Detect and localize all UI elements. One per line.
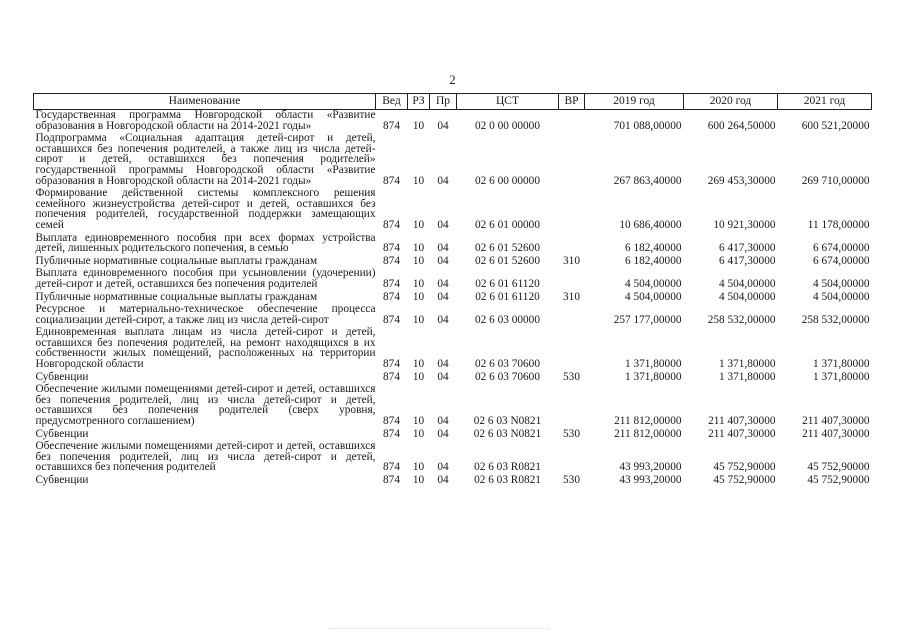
row-rz: 10 <box>412 313 425 326</box>
header-ved: Вед <box>376 94 408 110</box>
row-ved: 874 <box>383 174 400 187</box>
row-pr: 04 <box>437 290 449 303</box>
row-2020: 6 417,30000 <box>719 242 776 255</box>
row-ved: 874 <box>383 218 400 231</box>
row-rz: 10 <box>412 461 425 474</box>
row-2020: 211 407,30000 <box>708 415 776 428</box>
row-vr <box>559 382 585 426</box>
row-rz: 10 <box>412 290 425 303</box>
row-ved: 874 <box>383 358 400 371</box>
row-2019: 43 993,20000 <box>619 474 682 486</box>
table-row <box>34 254 872 267</box>
row-2020: 45 752,90000 <box>713 474 776 486</box>
row-rz: 10 <box>412 218 425 231</box>
row-2020: 269 453,30000 <box>707 174 776 187</box>
row-name: Ресурсное и материально-техническое обеспечение процесса социализации детей-сирот, а также лиц из числа детей-сирот <box>35 303 376 326</box>
row-cst: 02 6 03 70600 <box>475 370 540 383</box>
row-2019: 1 371,80000 <box>625 358 682 371</box>
row-ved: 874 <box>383 242 400 255</box>
table-row <box>34 110 872 132</box>
row-2021: 269 710,00000 <box>801 174 870 187</box>
row-name: Публичные нормативные социальные выплаты гражданам <box>35 254 318 267</box>
row-cst: 02 6 01 00000 <box>475 218 540 231</box>
row-2019: 10 686,40000 <box>619 218 682 231</box>
row-rz: 10 <box>412 254 425 267</box>
row-pr: 04 <box>437 415 449 428</box>
row-vr <box>559 231 585 254</box>
row-cst: 02 6 01 52600 <box>475 242 540 255</box>
row-2020: 258 532,00000 <box>707 313 776 326</box>
table-row <box>34 439 872 473</box>
row-pr: 04 <box>437 119 449 132</box>
row-2021: 11 178,00000 <box>807 218 870 231</box>
row-name: Обеспечение жилыми помещениями детей-сирот и детей, оставшихся без попечения родителей, лиц из числа детей-сирот и детей, оставшихся без попечения родителей <box>35 440 376 474</box>
row-pr: 04 <box>437 427 449 440</box>
row-name: Выплата единовременного пособия при всех формах устройства детей, лишенных родительского попечения, в семью <box>35 231 376 255</box>
row-2019: 6 182,40000 <box>625 242 682 255</box>
row-2021: 1 371,80000 <box>813 358 870 371</box>
row-rz: 10 <box>412 358 425 371</box>
row-vr <box>559 186 585 230</box>
table-row <box>34 266 872 289</box>
header-vr: ВР <box>559 94 585 110</box>
row-ved: 874 <box>383 313 400 326</box>
table-row <box>34 186 872 230</box>
row-cst: 02 6 00 00000 <box>475 174 540 187</box>
row-2020: 1 371,80000 <box>719 358 776 371</box>
row-cst: 02 6 03 N0821 <box>473 415 542 428</box>
row-pr: 04 <box>437 370 449 383</box>
row-2019: 1 371,80000 <box>625 370 682 383</box>
row-rz: 10 <box>412 370 425 383</box>
row-2019: 4 504,00000 <box>625 290 682 303</box>
table-row <box>34 473 872 486</box>
row-2019: 4 504,00000 <box>625 277 682 290</box>
row-pr: 04 <box>437 313 449 326</box>
table-row <box>34 231 872 254</box>
row-pr: 04 <box>437 461 449 474</box>
row-rz: 10 <box>412 174 425 187</box>
row-vr <box>559 266 585 289</box>
page-number: 2 <box>449 73 456 87</box>
table-row <box>34 131 872 186</box>
row-2020: 4 504,00000 <box>719 277 776 290</box>
row-2021: 4 504,00000 <box>813 290 870 303</box>
row-name: Подпрограмма «Социальная адаптация детей-сирот и детей, оставшихся без попечения родителей, а также лиц из числа детей-сирот и детей, оставшихся без попечения родителей» государственной программы Новгородской области «Развитие образования в Новгородской области на 2014-2021 годы» <box>35 132 376 187</box>
row-2019: 701 088,00000 <box>613 119 682 132</box>
header-pr: Пр <box>430 94 457 110</box>
row-pr: 04 <box>437 242 449 255</box>
row-vr <box>559 302 585 325</box>
row-ved: 874 <box>383 474 400 486</box>
row-cst: 02 6 03 R0821 <box>474 474 541 486</box>
row-vr <box>559 325 585 369</box>
row-rz: 10 <box>412 277 425 290</box>
row-cst: 02 6 03 N0821 <box>473 427 542 440</box>
row-2020: 45 752,90000 <box>713 461 776 474</box>
row-2021: 211 407,30000 <box>802 415 870 428</box>
row-2019: 6 182,40000 <box>625 254 682 267</box>
row-ved: 874 <box>383 370 400 383</box>
row-2020: 1 371,80000 <box>719 370 776 383</box>
row-2021: 4 504,00000 <box>813 277 870 290</box>
row-2019: 267 863,40000 <box>613 174 682 187</box>
row-pr: 04 <box>437 474 449 486</box>
row-name: Выплата единовременного пособия при усыновлении (удочерении) детей-сирот и детей, оставшихся без попечения родителей <box>35 267 376 290</box>
row-cst: 02 6 01 52600 <box>475 254 540 267</box>
row-ved: 874 <box>383 427 400 440</box>
row-pr: 04 <box>437 358 449 371</box>
row-rz: 10 <box>412 242 425 255</box>
row-vr: 310 <box>563 254 580 267</box>
header-2021: 2021 год <box>778 94 872 110</box>
scan-artifact <box>330 628 550 635</box>
row-name: Субвенции <box>35 474 89 486</box>
header-2019: 2019 год <box>585 94 684 110</box>
row-2021: 6 674,00000 <box>813 254 870 267</box>
row-2019: 43 993,20000 <box>619 461 682 474</box>
row-rz: 10 <box>412 415 425 428</box>
row-ved: 874 <box>383 277 400 290</box>
row-2021: 45 752,90000 <box>807 461 870 474</box>
row-rz: 10 <box>412 119 425 132</box>
row-name: Формирование действенной системы комплексного решения семейного жизнеустройства детей-сирот и детей, оставшихся без попечения родителей, государственной поддержки замещающих семей <box>35 187 376 231</box>
row-name: Государственная программа Новгородской области «Развитие образования в Новгородской области на 2014-2021 годы» <box>35 109 376 132</box>
row-pr: 04 <box>437 254 449 267</box>
header-rz: РЗ <box>408 94 430 110</box>
row-pr: 04 <box>437 277 449 290</box>
row-ved: 874 <box>383 254 400 267</box>
row-2021: 1 371,80000 <box>813 370 870 383</box>
row-rz: 10 <box>412 427 425 440</box>
row-pr: 04 <box>437 174 449 187</box>
row-vr <box>559 439 585 473</box>
row-vr: 530 <box>563 370 580 383</box>
row-cst: 02 6 03 00000 <box>475 313 540 326</box>
row-name: Публичные нормативные социальные выплаты гражданам <box>35 290 318 303</box>
row-2019: 211 812,00000 <box>614 415 682 428</box>
row-2019: 257 177,00000 <box>613 313 682 326</box>
row-vr <box>559 131 585 186</box>
row-2020: 600 264,50000 <box>707 119 776 132</box>
row-2020: 10 921,30000 <box>713 218 776 231</box>
row-2021: 211 407,30000 <box>802 427 870 440</box>
row-cst: 02 6 01 61120 <box>475 277 540 290</box>
table-row <box>34 427 872 440</box>
table-row <box>34 325 872 369</box>
row-ved: 874 <box>383 461 400 474</box>
row-2021: 6 674,00000 <box>813 242 870 255</box>
row-name: Субвенции <box>35 370 89 383</box>
table-row <box>34 382 872 426</box>
row-cst: 02 0 00 00000 <box>475 119 540 132</box>
row-vr: 530 <box>563 474 580 486</box>
row-name: Обеспечение жилыми помещениями детей-сирот и детей, оставшихся без попечения родителей, лиц из числа детей-сирот и детей, оставшихся без попечения родителей (сверх уровня, предусмотренного соглашением) <box>35 383 376 428</box>
row-vr: 310 <box>563 290 580 303</box>
table-row <box>34 370 872 383</box>
budget-table <box>33 93 872 486</box>
row-ved: 874 <box>383 119 400 132</box>
row-2020: 211 407,30000 <box>708 427 776 440</box>
row-2020: 4 504,00000 <box>719 290 776 303</box>
row-pr: 04 <box>437 218 449 231</box>
header-2020: 2020 год <box>684 94 778 110</box>
row-ved: 874 <box>383 290 400 303</box>
row-cst: 02 6 03 R0821 <box>474 461 541 474</box>
row-2019: 211 812,00000 <box>614 427 682 440</box>
table-row <box>34 302 872 325</box>
header-cst: ЦСТ <box>457 94 559 110</box>
table-header-row <box>34 94 872 110</box>
row-vr <box>559 110 585 132</box>
table-row <box>34 290 872 303</box>
row-2020: 6 417,30000 <box>719 254 776 267</box>
row-cst: 02 6 01 61120 <box>475 290 540 303</box>
row-2021: 600 521,20000 <box>801 119 870 132</box>
row-ved: 874 <box>383 415 400 428</box>
row-cst: 02 6 03 70600 <box>475 358 540 371</box>
row-2021: 258 532,00000 <box>801 313 870 326</box>
row-rz: 10 <box>412 474 425 486</box>
row-name: Субвенции <box>35 427 89 440</box>
header-name: Наименование <box>34 94 376 110</box>
row-2021: 45 752,90000 <box>807 474 870 486</box>
row-vr: 530 <box>563 427 580 440</box>
row-name: Единовременная выплата лицам из числа детей-сирот и детей, оставшихся без попечения родителей, на ремонт находящихся в их собственности жилых помещений, расположенных на территории Новгородской области <box>35 326 376 371</box>
